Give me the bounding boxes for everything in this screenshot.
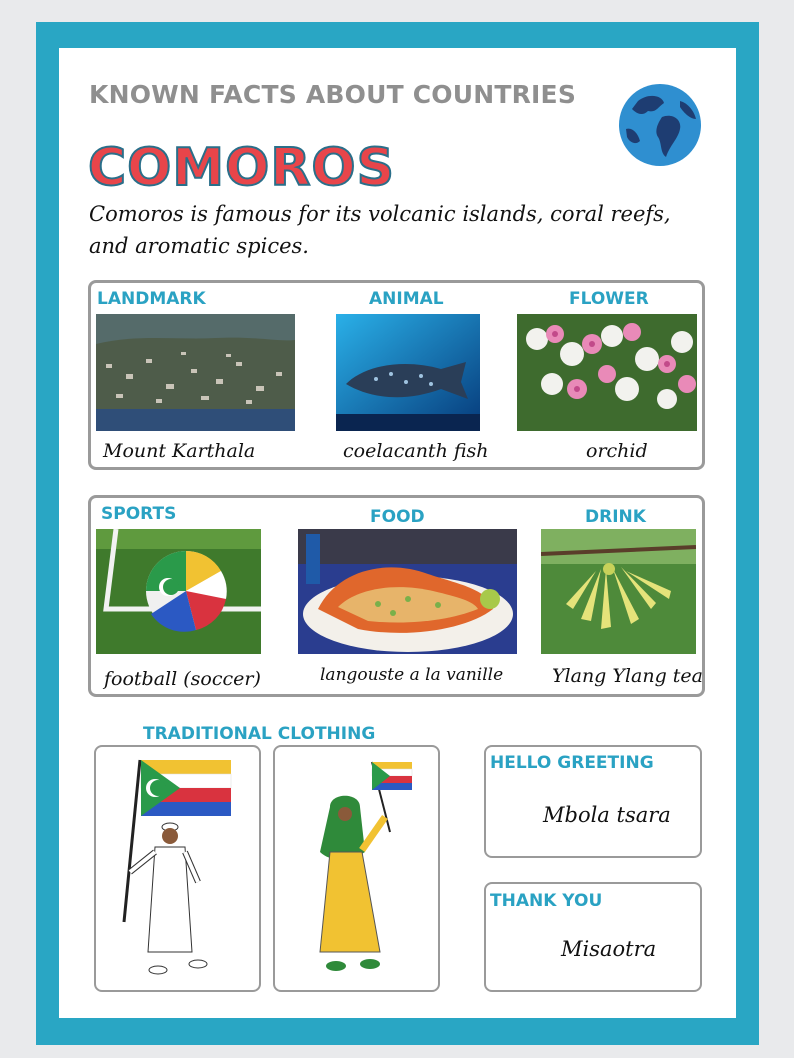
hello-greeting-phrase: Mbola tsara [543, 803, 671, 827]
animal-caption: coelacanth fish [343, 440, 489, 462]
sports-label: SPORTS [101, 504, 177, 524]
drink-caption: Ylang Ylang tea [552, 665, 703, 687]
drink-photo [541, 529, 696, 654]
intro-text: Comoros is famous for its volcanic islands, coral reefs, and aromatic spices. [89, 202, 671, 258]
animal-photo [336, 314, 480, 431]
food-label: FOOD [370, 507, 425, 527]
flower-caption: orchid [586, 440, 648, 462]
landmark-photo [96, 314, 295, 431]
clothing-label: TRADITIONAL CLOTHING [143, 724, 376, 744]
thank-you-phrase: Misaotra [561, 937, 657, 961]
food-photo [298, 529, 517, 654]
man-illustration [110, 752, 250, 984]
woman-illustration [290, 752, 425, 984]
country-name: COMOROS [88, 138, 396, 198]
food-caption: langouste a la vanille [320, 665, 504, 685]
animal-label: ANIMAL [369, 289, 444, 309]
globe-icon [618, 83, 702, 167]
hello-greeting-label: HELLO GREETING [490, 753, 654, 773]
flower-label: FLOWER [569, 289, 649, 309]
sports-photo [96, 529, 261, 654]
landmark-label: LANDMARK [97, 289, 206, 309]
flower-photo [517, 314, 697, 431]
thank-you-label: THANK YOU [490, 891, 603, 911]
drink-label: DRINK [585, 507, 646, 527]
landmark-caption: Mount Karthala [103, 440, 256, 462]
sports-caption: football (soccer) [104, 668, 261, 690]
page-heading: KNOWN FACTS ABOUT COUNTRIES [89, 80, 577, 109]
